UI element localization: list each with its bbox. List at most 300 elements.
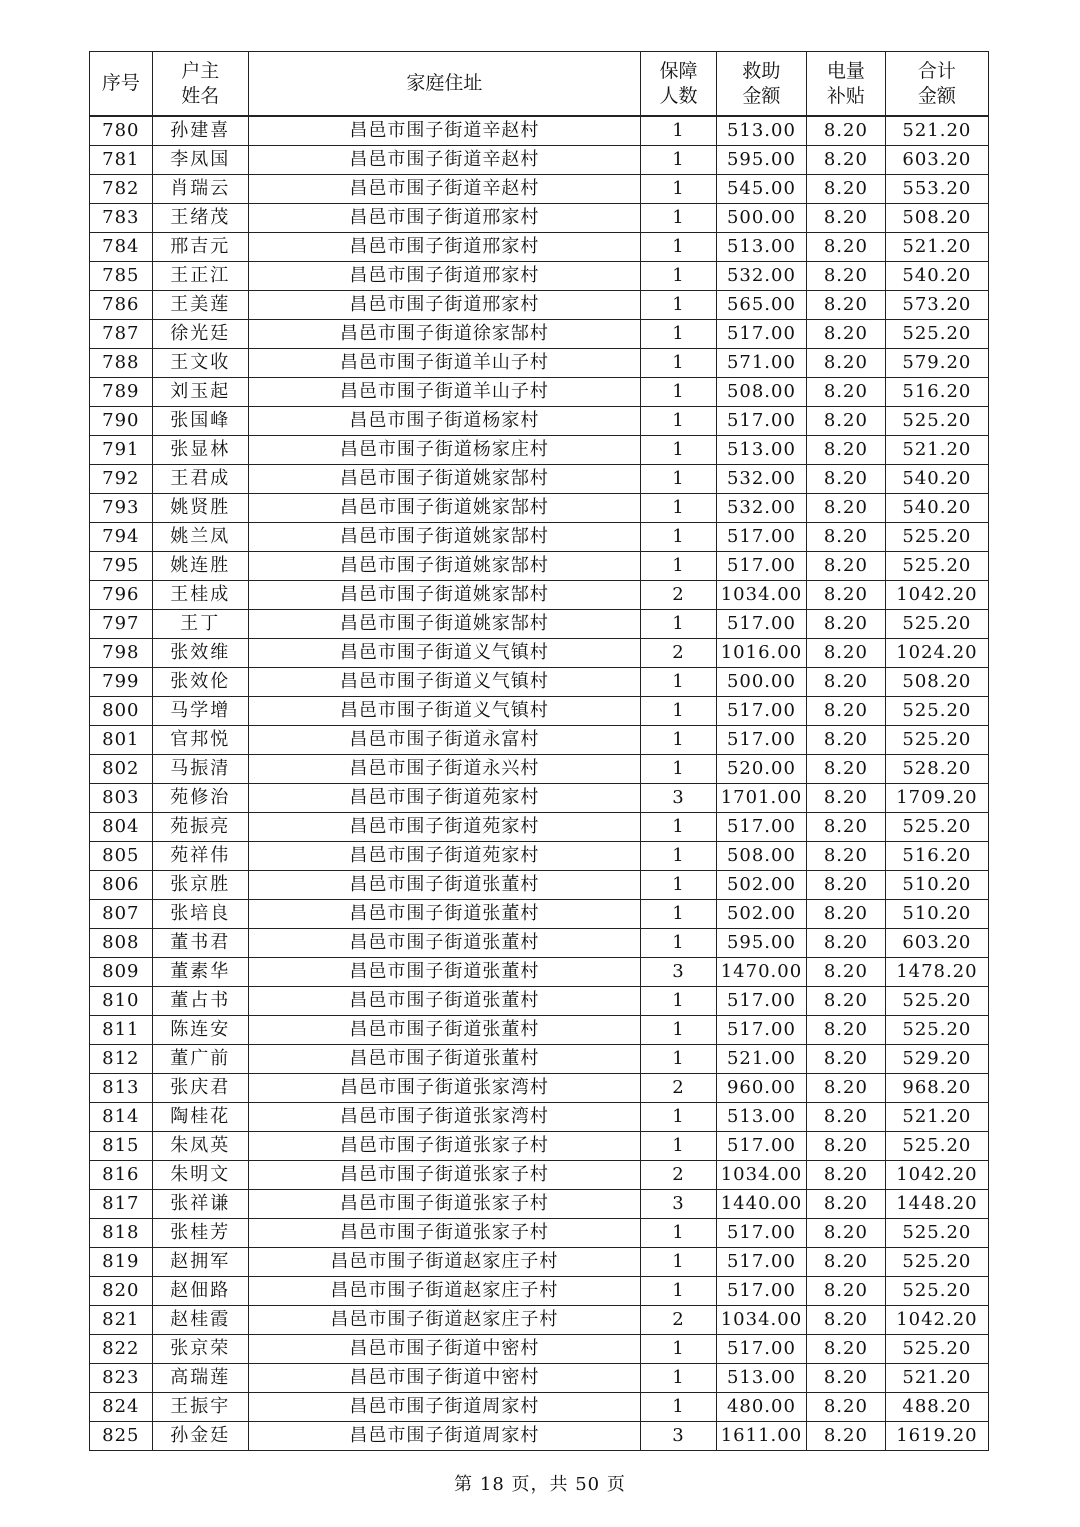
cell-address: 昌邑市围子街道姚家郜村 xyxy=(248,523,640,552)
cell-relief: 517.00 xyxy=(716,552,806,581)
cell-address: 昌邑市围子街道姚家郜村 xyxy=(248,610,640,639)
cell-address: 昌邑市围子街道中密村 xyxy=(248,1335,640,1364)
cell-relief: 520.00 xyxy=(716,755,806,784)
cell-seq: 792 xyxy=(90,465,153,494)
cell-seq: 808 xyxy=(90,929,153,958)
cell-seq: 782 xyxy=(90,175,153,204)
table-row xyxy=(90,1132,989,1161)
cell-persons: 1 xyxy=(641,320,717,349)
cell-name: 王振宇 xyxy=(152,1393,248,1422)
cell-seq: 783 xyxy=(90,204,153,233)
cell-address: 昌邑市围子街道张董村 xyxy=(248,958,640,987)
cell-total: 525.20 xyxy=(885,697,988,726)
cell-seq: 788 xyxy=(90,349,153,378)
cell-subsidy: 8.20 xyxy=(806,494,885,523)
table-row xyxy=(90,668,989,697)
table-row xyxy=(90,610,989,639)
table-row xyxy=(90,552,989,581)
cell-persons: 1 xyxy=(641,755,717,784)
cell-persons: 1 xyxy=(641,1103,717,1132)
cell-name: 李凤国 xyxy=(152,146,248,175)
cell-persons: 1 xyxy=(641,523,717,552)
cell-seq: 805 xyxy=(90,842,153,871)
table-row xyxy=(90,1277,989,1306)
table-row xyxy=(90,1393,989,1422)
cell-subsidy: 8.20 xyxy=(806,813,885,842)
cell-persons: 2 xyxy=(641,1161,717,1190)
header-householder-name: 户主 姓名 xyxy=(152,52,248,117)
cell-persons: 1 xyxy=(641,726,717,755)
cell-subsidy: 8.20 xyxy=(806,407,885,436)
cell-name: 张效维 xyxy=(152,639,248,668)
cell-name: 张庆君 xyxy=(152,1074,248,1103)
cell-subsidy: 8.20 xyxy=(806,1016,885,1045)
cell-total: 603.20 xyxy=(885,146,988,175)
cell-name: 张桂芳 xyxy=(152,1219,248,1248)
cell-total: 516.20 xyxy=(885,842,988,871)
cell-total: 540.20 xyxy=(885,465,988,494)
cell-total: 510.20 xyxy=(885,900,988,929)
table-row xyxy=(90,1045,989,1074)
cell-subsidy: 8.20 xyxy=(806,465,885,494)
cell-seq: 796 xyxy=(90,581,153,610)
cell-relief: 517.00 xyxy=(716,1277,806,1306)
table-row xyxy=(90,523,989,552)
cell-subsidy: 8.20 xyxy=(806,1074,885,1103)
table-row xyxy=(90,813,989,842)
cell-name: 苑修治 xyxy=(152,784,248,813)
cell-total: 525.20 xyxy=(885,1335,988,1364)
cell-total: 525.20 xyxy=(885,523,988,552)
cell-total: 521.20 xyxy=(885,436,988,465)
cell-subsidy: 8.20 xyxy=(806,1045,885,1074)
cell-persons: 1 xyxy=(641,494,717,523)
table-header-row xyxy=(90,52,989,117)
cell-total: 528.20 xyxy=(885,755,988,784)
cell-address: 昌邑市围子街道义气镇村 xyxy=(248,668,640,697)
cell-persons: 1 xyxy=(641,349,717,378)
cell-relief: 500.00 xyxy=(716,668,806,697)
cell-relief: 513.00 xyxy=(716,1103,806,1132)
cell-address: 昌邑市围子街道苑家村 xyxy=(248,813,640,842)
cell-seq: 798 xyxy=(90,639,153,668)
relief-roster-table xyxy=(89,51,989,1451)
cell-persons: 1 xyxy=(641,1277,717,1306)
table-row xyxy=(90,349,989,378)
cell-address: 昌邑市围子街道姚家郜村 xyxy=(248,465,640,494)
cell-name: 董占书 xyxy=(152,987,248,1016)
cell-address: 昌邑市围子街道张家子村 xyxy=(248,1219,640,1248)
cell-name: 邢吉元 xyxy=(152,233,248,262)
cell-relief: 545.00 xyxy=(716,175,806,204)
cell-name: 董素华 xyxy=(152,958,248,987)
cell-name: 王君成 xyxy=(152,465,248,494)
cell-address: 昌邑市围子街道羊山子村 xyxy=(248,378,640,407)
cell-address: 昌邑市围子街道赵家庄子村 xyxy=(248,1306,640,1335)
cell-persons: 1 xyxy=(641,233,717,262)
cell-relief: 571.00 xyxy=(716,349,806,378)
table-row xyxy=(90,175,989,204)
cell-name: 赵拥军 xyxy=(152,1248,248,1277)
cell-seq: 781 xyxy=(90,146,153,175)
cell-total: 1042.20 xyxy=(885,1161,988,1190)
cell-name: 苑祥伟 xyxy=(152,842,248,871)
cell-address: 昌邑市围子街道义气镇村 xyxy=(248,639,640,668)
table-row xyxy=(90,262,989,291)
cell-subsidy: 8.20 xyxy=(806,697,885,726)
cell-persons: 1 xyxy=(641,262,717,291)
cell-seq: 804 xyxy=(90,813,153,842)
cell-name: 张祥谦 xyxy=(152,1190,248,1219)
cell-seq: 821 xyxy=(90,1306,153,1335)
cell-total: 525.20 xyxy=(885,987,988,1016)
cell-name: 孙建喜 xyxy=(152,116,248,146)
cell-subsidy: 8.20 xyxy=(806,1422,885,1451)
cell-persons: 1 xyxy=(641,987,717,1016)
table-body xyxy=(90,116,989,1451)
cell-persons: 1 xyxy=(641,552,717,581)
cell-seq: 803 xyxy=(90,784,153,813)
cell-name: 董广前 xyxy=(152,1045,248,1074)
cell-total: 525.20 xyxy=(885,1277,988,1306)
cell-address: 昌邑市围子街道张董村 xyxy=(248,987,640,1016)
cell-total: 968.20 xyxy=(885,1074,988,1103)
cell-relief: 502.00 xyxy=(716,900,806,929)
cell-total: 525.20 xyxy=(885,407,988,436)
cell-subsidy: 8.20 xyxy=(806,349,885,378)
cell-name: 肖瑞云 xyxy=(152,175,248,204)
cell-subsidy: 8.20 xyxy=(806,610,885,639)
cell-relief: 517.00 xyxy=(716,987,806,1016)
cell-relief: 1034.00 xyxy=(716,1306,806,1335)
cell-subsidy: 8.20 xyxy=(806,784,885,813)
cell-subsidy: 8.20 xyxy=(806,175,885,204)
cell-relief: 517.00 xyxy=(716,1219,806,1248)
cell-total: 1448.20 xyxy=(885,1190,988,1219)
cell-persons: 1 xyxy=(641,378,717,407)
cell-total: 521.20 xyxy=(885,233,988,262)
cell-address: 昌邑市围子街道辛赵村 xyxy=(248,116,640,146)
cell-relief: 513.00 xyxy=(716,1364,806,1393)
cell-seq: 815 xyxy=(90,1132,153,1161)
cell-name: 张培良 xyxy=(152,900,248,929)
table-row xyxy=(90,1248,989,1277)
cell-relief: 521.00 xyxy=(716,1045,806,1074)
cell-persons: 1 xyxy=(641,813,717,842)
table-row xyxy=(90,378,989,407)
cell-subsidy: 8.20 xyxy=(806,987,885,1016)
cell-name: 马振清 xyxy=(152,755,248,784)
cell-name: 朱明文 xyxy=(152,1161,248,1190)
table-row xyxy=(90,436,989,465)
cell-seq: 787 xyxy=(90,320,153,349)
cell-relief: 508.00 xyxy=(716,378,806,407)
cell-subsidy: 8.20 xyxy=(806,1277,885,1306)
table-row xyxy=(90,755,989,784)
cell-persons: 2 xyxy=(641,1306,717,1335)
cell-persons: 1 xyxy=(641,1335,717,1364)
cell-seq: 801 xyxy=(90,726,153,755)
cell-subsidy: 8.20 xyxy=(806,523,885,552)
cell-relief: 1701.00 xyxy=(716,784,806,813)
cell-seq: 810 xyxy=(90,987,153,1016)
cell-persons: 1 xyxy=(641,871,717,900)
cell-total: 521.20 xyxy=(885,1364,988,1393)
cell-address: 昌邑市围子街道邢家村 xyxy=(248,204,640,233)
cell-subsidy: 8.20 xyxy=(806,958,885,987)
cell-total: 508.20 xyxy=(885,204,988,233)
cell-address: 昌邑市围子街道张家湾村 xyxy=(248,1074,640,1103)
cell-seq: 818 xyxy=(90,1219,153,1248)
cell-seq: 823 xyxy=(90,1364,153,1393)
cell-total: 540.20 xyxy=(885,494,988,523)
cell-total: 529.20 xyxy=(885,1045,988,1074)
cell-name: 张显林 xyxy=(152,436,248,465)
cell-subsidy: 8.20 xyxy=(806,552,885,581)
cell-relief: 532.00 xyxy=(716,262,806,291)
cell-total: 525.20 xyxy=(885,813,988,842)
cell-subsidy: 8.20 xyxy=(806,1132,885,1161)
cell-seq: 807 xyxy=(90,900,153,929)
cell-subsidy: 8.20 xyxy=(806,262,885,291)
cell-relief: 517.00 xyxy=(716,726,806,755)
cell-address: 昌邑市围子街道义气镇村 xyxy=(248,697,640,726)
cell-seq: 820 xyxy=(90,1277,153,1306)
cell-address: 昌邑市围子街道张董村 xyxy=(248,871,640,900)
cell-name: 马学增 xyxy=(152,697,248,726)
cell-seq: 825 xyxy=(90,1422,153,1451)
table-row xyxy=(90,958,989,987)
cell-persons: 3 xyxy=(641,1422,717,1451)
cell-seq: 790 xyxy=(90,407,153,436)
cell-name: 张国峰 xyxy=(152,407,248,436)
cell-address: 昌邑市围子街道杨家庄村 xyxy=(248,436,640,465)
cell-persons: 3 xyxy=(641,784,717,813)
cell-address: 昌邑市围子街道徐家郜村 xyxy=(248,320,640,349)
cell-total: 1042.20 xyxy=(885,581,988,610)
cell-name: 张京荣 xyxy=(152,1335,248,1364)
cell-subsidy: 8.20 xyxy=(806,668,885,697)
cell-address: 昌邑市围子街道张家子村 xyxy=(248,1161,640,1190)
cell-seq: 816 xyxy=(90,1161,153,1190)
cell-name: 官邦悦 xyxy=(152,726,248,755)
cell-persons: 1 xyxy=(641,697,717,726)
cell-seq: 797 xyxy=(90,610,153,639)
cell-address: 昌邑市围子街道周家村 xyxy=(248,1422,640,1451)
cell-seq: 809 xyxy=(90,958,153,987)
cell-name: 王美莲 xyxy=(152,291,248,320)
cell-seq: 802 xyxy=(90,755,153,784)
cell-address: 昌邑市围子街道邢家村 xyxy=(248,262,640,291)
cell-persons: 1 xyxy=(641,610,717,639)
cell-relief: 480.00 xyxy=(716,1393,806,1422)
cell-name: 高瑞莲 xyxy=(152,1364,248,1393)
cell-relief: 1440.00 xyxy=(716,1190,806,1219)
cell-seq: 785 xyxy=(90,262,153,291)
cell-name: 徐光廷 xyxy=(152,320,248,349)
cell-total: 525.20 xyxy=(885,726,988,755)
cell-subsidy: 8.20 xyxy=(806,1161,885,1190)
cell-total: 1478.20 xyxy=(885,958,988,987)
cell-total: 525.20 xyxy=(885,552,988,581)
cell-name: 王文收 xyxy=(152,349,248,378)
cell-persons: 1 xyxy=(641,929,717,958)
cell-seq: 789 xyxy=(90,378,153,407)
cell-name: 王桂成 xyxy=(152,581,248,610)
cell-seq: 791 xyxy=(90,436,153,465)
cell-seq: 811 xyxy=(90,1016,153,1045)
cell-subsidy: 8.20 xyxy=(806,1393,885,1422)
cell-persons: 1 xyxy=(641,146,717,175)
cell-name: 陶桂花 xyxy=(152,1103,248,1132)
table-row xyxy=(90,871,989,900)
cell-seq: 806 xyxy=(90,871,153,900)
cell-name: 姚兰凤 xyxy=(152,523,248,552)
cell-address: 昌邑市围子街道姚家郜村 xyxy=(248,494,640,523)
cell-seq: 784 xyxy=(90,233,153,262)
cell-name: 董书君 xyxy=(152,929,248,958)
cell-seq: 824 xyxy=(90,1393,153,1422)
cell-persons: 2 xyxy=(641,581,717,610)
cell-persons: 1 xyxy=(641,291,717,320)
table-row xyxy=(90,320,989,349)
cell-name: 赵桂霞 xyxy=(152,1306,248,1335)
cell-name: 苑振亮 xyxy=(152,813,248,842)
cell-name: 王正江 xyxy=(152,262,248,291)
cell-persons: 2 xyxy=(641,639,717,668)
cell-persons: 1 xyxy=(641,204,717,233)
cell-relief: 517.00 xyxy=(716,813,806,842)
cell-address: 昌邑市围子街道永兴村 xyxy=(248,755,640,784)
cell-seq: 814 xyxy=(90,1103,153,1132)
cell-address: 昌邑市围子街道永富村 xyxy=(248,726,640,755)
cell-total: 525.20 xyxy=(885,320,988,349)
cell-seq: 813 xyxy=(90,1074,153,1103)
cell-total: 510.20 xyxy=(885,871,988,900)
header-relief-amount: 救助 金额 xyxy=(716,52,806,117)
cell-address: 昌邑市围子街道姚家郜村 xyxy=(248,581,640,610)
cell-seq: 794 xyxy=(90,523,153,552)
table-row xyxy=(90,1190,989,1219)
cell-name: 刘玉起 xyxy=(152,378,248,407)
cell-subsidy: 8.20 xyxy=(806,1364,885,1393)
header-total-amount: 合计 金额 xyxy=(885,52,988,117)
cell-subsidy: 8.20 xyxy=(806,1306,885,1335)
cell-address: 昌邑市围子街道张家湾村 xyxy=(248,1103,640,1132)
header-covered-persons: 保障 人数 xyxy=(641,52,717,117)
cell-name: 姚贤胜 xyxy=(152,494,248,523)
cell-total: 579.20 xyxy=(885,349,988,378)
cell-relief: 517.00 xyxy=(716,697,806,726)
table-row xyxy=(90,726,989,755)
cell-relief: 517.00 xyxy=(716,1016,806,1045)
table-row xyxy=(90,639,989,668)
cell-total: 553.20 xyxy=(885,175,988,204)
cell-persons: 2 xyxy=(641,1074,717,1103)
table-row xyxy=(90,1074,989,1103)
header-address: 家庭住址 xyxy=(248,52,640,117)
cell-subsidy: 8.20 xyxy=(806,233,885,262)
cell-total: 525.20 xyxy=(885,1016,988,1045)
cell-relief: 517.00 xyxy=(716,407,806,436)
table-row xyxy=(90,146,989,175)
cell-address: 昌邑市围子街道张家子村 xyxy=(248,1132,640,1161)
cell-seq: 793 xyxy=(90,494,153,523)
cell-address: 昌邑市围子街道羊山子村 xyxy=(248,349,640,378)
table-row xyxy=(90,1364,989,1393)
cell-persons: 1 xyxy=(641,116,717,146)
cell-address: 昌邑市围子街道张家子村 xyxy=(248,1190,640,1219)
cell-persons: 1 xyxy=(641,1248,717,1277)
cell-subsidy: 8.20 xyxy=(806,320,885,349)
header-power-subsidy: 电量 补贴 xyxy=(806,52,885,117)
cell-seq: 822 xyxy=(90,1335,153,1364)
cell-address: 昌邑市围子街道周家村 xyxy=(248,1393,640,1422)
cell-relief: 1034.00 xyxy=(716,1161,806,1190)
cell-name: 王绪茂 xyxy=(152,204,248,233)
cell-persons: 1 xyxy=(641,465,717,494)
cell-seq: 780 xyxy=(90,116,153,146)
cell-subsidy: 8.20 xyxy=(806,900,885,929)
cell-persons: 1 xyxy=(641,1132,717,1161)
cell-subsidy: 8.20 xyxy=(806,1335,885,1364)
cell-subsidy: 8.20 xyxy=(806,871,885,900)
cell-persons: 1 xyxy=(641,175,717,204)
cell-relief: 517.00 xyxy=(716,523,806,552)
cell-total: 603.20 xyxy=(885,929,988,958)
cell-seq: 817 xyxy=(90,1190,153,1219)
cell-total: 508.20 xyxy=(885,668,988,697)
cell-seq: 800 xyxy=(90,697,153,726)
cell-address: 昌邑市围子街道邢家村 xyxy=(248,291,640,320)
cell-total: 1709.20 xyxy=(885,784,988,813)
cell-total: 1042.20 xyxy=(885,1306,988,1335)
cell-relief: 502.00 xyxy=(716,871,806,900)
cell-subsidy: 8.20 xyxy=(806,378,885,407)
cell-address: 昌邑市围子街道赵家庄子村 xyxy=(248,1277,640,1306)
cell-persons: 3 xyxy=(641,958,717,987)
cell-address: 昌邑市围子街道邢家村 xyxy=(248,233,640,262)
cell-address: 昌邑市围子街道姚家郜村 xyxy=(248,552,640,581)
cell-relief: 517.00 xyxy=(716,1248,806,1277)
cell-relief: 1016.00 xyxy=(716,639,806,668)
cell-seq: 795 xyxy=(90,552,153,581)
cell-relief: 532.00 xyxy=(716,494,806,523)
table-row xyxy=(90,465,989,494)
cell-subsidy: 8.20 xyxy=(806,639,885,668)
table-row xyxy=(90,494,989,523)
cell-name: 张效伦 xyxy=(152,668,248,697)
cell-total: 540.20 xyxy=(885,262,988,291)
table-row xyxy=(90,233,989,262)
table-row xyxy=(90,1219,989,1248)
cell-subsidy: 8.20 xyxy=(806,929,885,958)
cell-relief: 513.00 xyxy=(716,436,806,465)
cell-persons: 1 xyxy=(641,1364,717,1393)
cell-subsidy: 8.20 xyxy=(806,842,885,871)
cell-total: 521.20 xyxy=(885,116,988,146)
cell-address: 昌邑市围子街道张董村 xyxy=(248,1016,640,1045)
cell-address: 昌邑市围子街道张董村 xyxy=(248,1045,640,1074)
table-row xyxy=(90,900,989,929)
cell-name: 王丁 xyxy=(152,610,248,639)
cell-subsidy: 8.20 xyxy=(806,755,885,784)
cell-relief: 532.00 xyxy=(716,465,806,494)
cell-total: 525.20 xyxy=(885,1248,988,1277)
cell-address: 昌邑市围子街道赵家庄子村 xyxy=(248,1248,640,1277)
cell-subsidy: 8.20 xyxy=(806,146,885,175)
cell-total: 1619.20 xyxy=(885,1422,988,1451)
